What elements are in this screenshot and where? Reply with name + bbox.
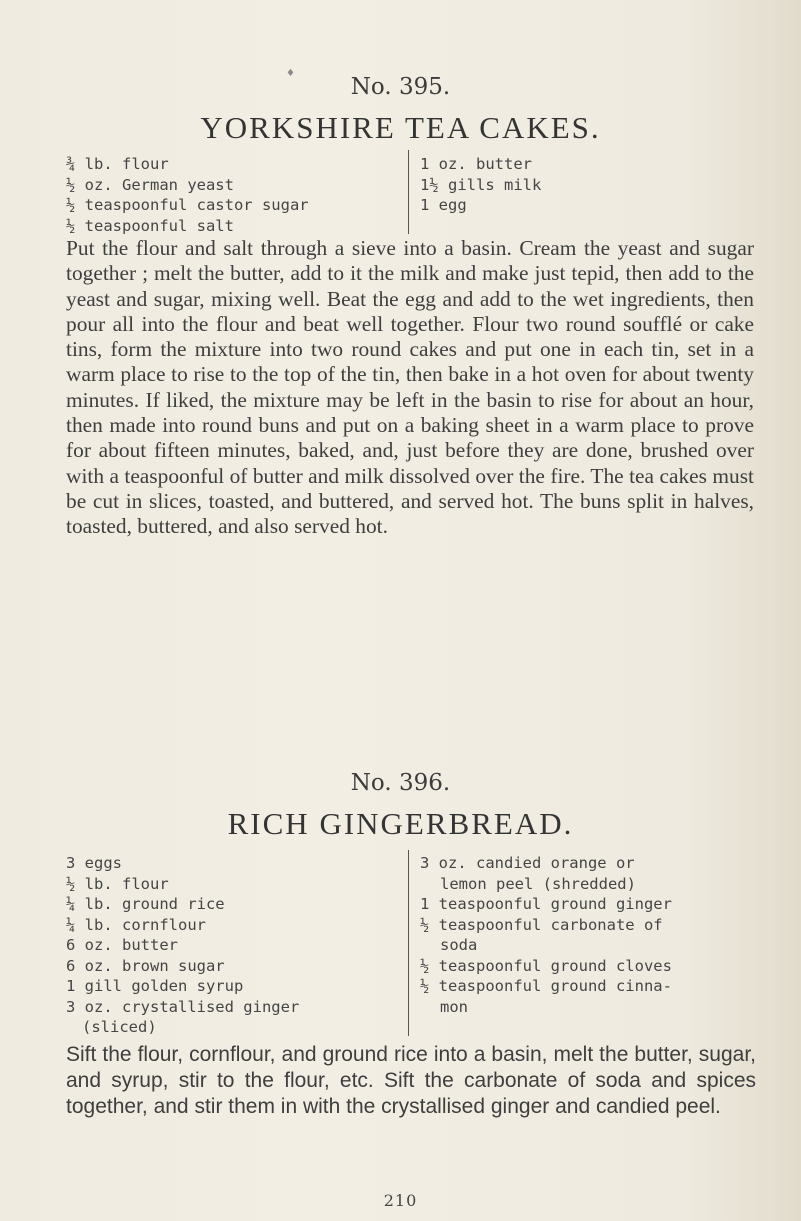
recipe-method: Sift the flour, cornflour, and ground rice into a basin, melt the butter, sugar, and syrup, stir to the flour, etc. Sift the carbonate of soda and spices together, and stir them in with the crystallised ginger and candied peel. [66,1043,756,1118]
ingredient-list-left [66,154,309,236]
ingredient: 1½ gills milk [420,175,542,194]
ingredient: ¼ lb. ground rice [66,895,225,913]
ingredient: ½ oz. German yeast [66,175,234,194]
ingredient: 3 oz. crystallised ginger [66,997,300,1016]
ingredient: ½ teaspoonful ground cloves [420,956,672,975]
ingredient: soda [440,936,478,954]
ingredient: ¼ lb. cornflour [66,915,206,934]
ingredient: ½ lb. flour [66,874,169,893]
ingredient-divider [408,150,409,234]
recipe-title: YORKSHIRE TEA CAKES. [200,110,601,145]
ingredient: 1 oz. butter [420,155,532,173]
ingredient: (sliced) [82,1018,157,1036]
ingredient: 3 eggs [66,854,122,872]
recipe-method: Put the flour and salt through a sieve into a basin. Cream the yeast and sugar together ; melt the butter, add to it the milk and make just tepid, then add to the yeast and sugar, mixing well. Beat the egg and add to the wet ingredients, then pour all into the flour and beat well together. Flour two round soufflé or cake tins, form the mixture into two round cakes and put one in each tin, set in a warm place to rise to the top of the tin, then bake in a hot oven for about twenty minutes. If liked, the mixture may be left in the basin to rise for about an hour, then made into round buns and put on a baking sheet in a warm place to prove for about fifteen minutes, baked, and, just before they are done, brushed over with a teaspoonful of butter and milk dissolved over the fire. The tea cakes must be cut in slices, toasted, and buttered, and served hot. The buns split in halves, toasted, buttered, and also served hot. [66,236,754,539]
ingredient: 1 egg [420,196,467,214]
ingredient: ½ teaspoonful carbonate of [420,915,663,934]
recipe-number: No. 396. [350,770,451,796]
ingredient: mon [440,997,468,1016]
ingredient: ¾ lb. flour [66,155,169,173]
ingredient-list-right [420,154,541,216]
ingredient: 3 oz. candied orange or [420,854,635,872]
ingredient: 1 teaspoonful ground ginger [420,895,672,913]
ingredient: ½ teaspoonful salt [66,216,234,235]
ingredient-list-right [420,853,672,1017]
ingredient: 1 gill golden syrup [66,977,244,995]
ingredient-list-left [66,853,299,1038]
recipe-title: RICH GINGERBREAD. [227,806,574,841]
ingredient-divider [408,850,409,1036]
ingredient: ½ teaspoonful castor sugar [66,196,309,214]
page-number: 210 [383,1191,418,1210]
ingredient: 6 oz. butter [66,936,178,954]
ingredient: 6 oz. brown sugar [66,956,225,975]
recipe-number: No. 395. [350,74,451,100]
ingredient: lemon peel (shredded) [440,874,636,893]
ornament-mark: ♦ [286,68,295,79]
ingredient: ½ teaspoonful ground cinna- [420,977,672,995]
